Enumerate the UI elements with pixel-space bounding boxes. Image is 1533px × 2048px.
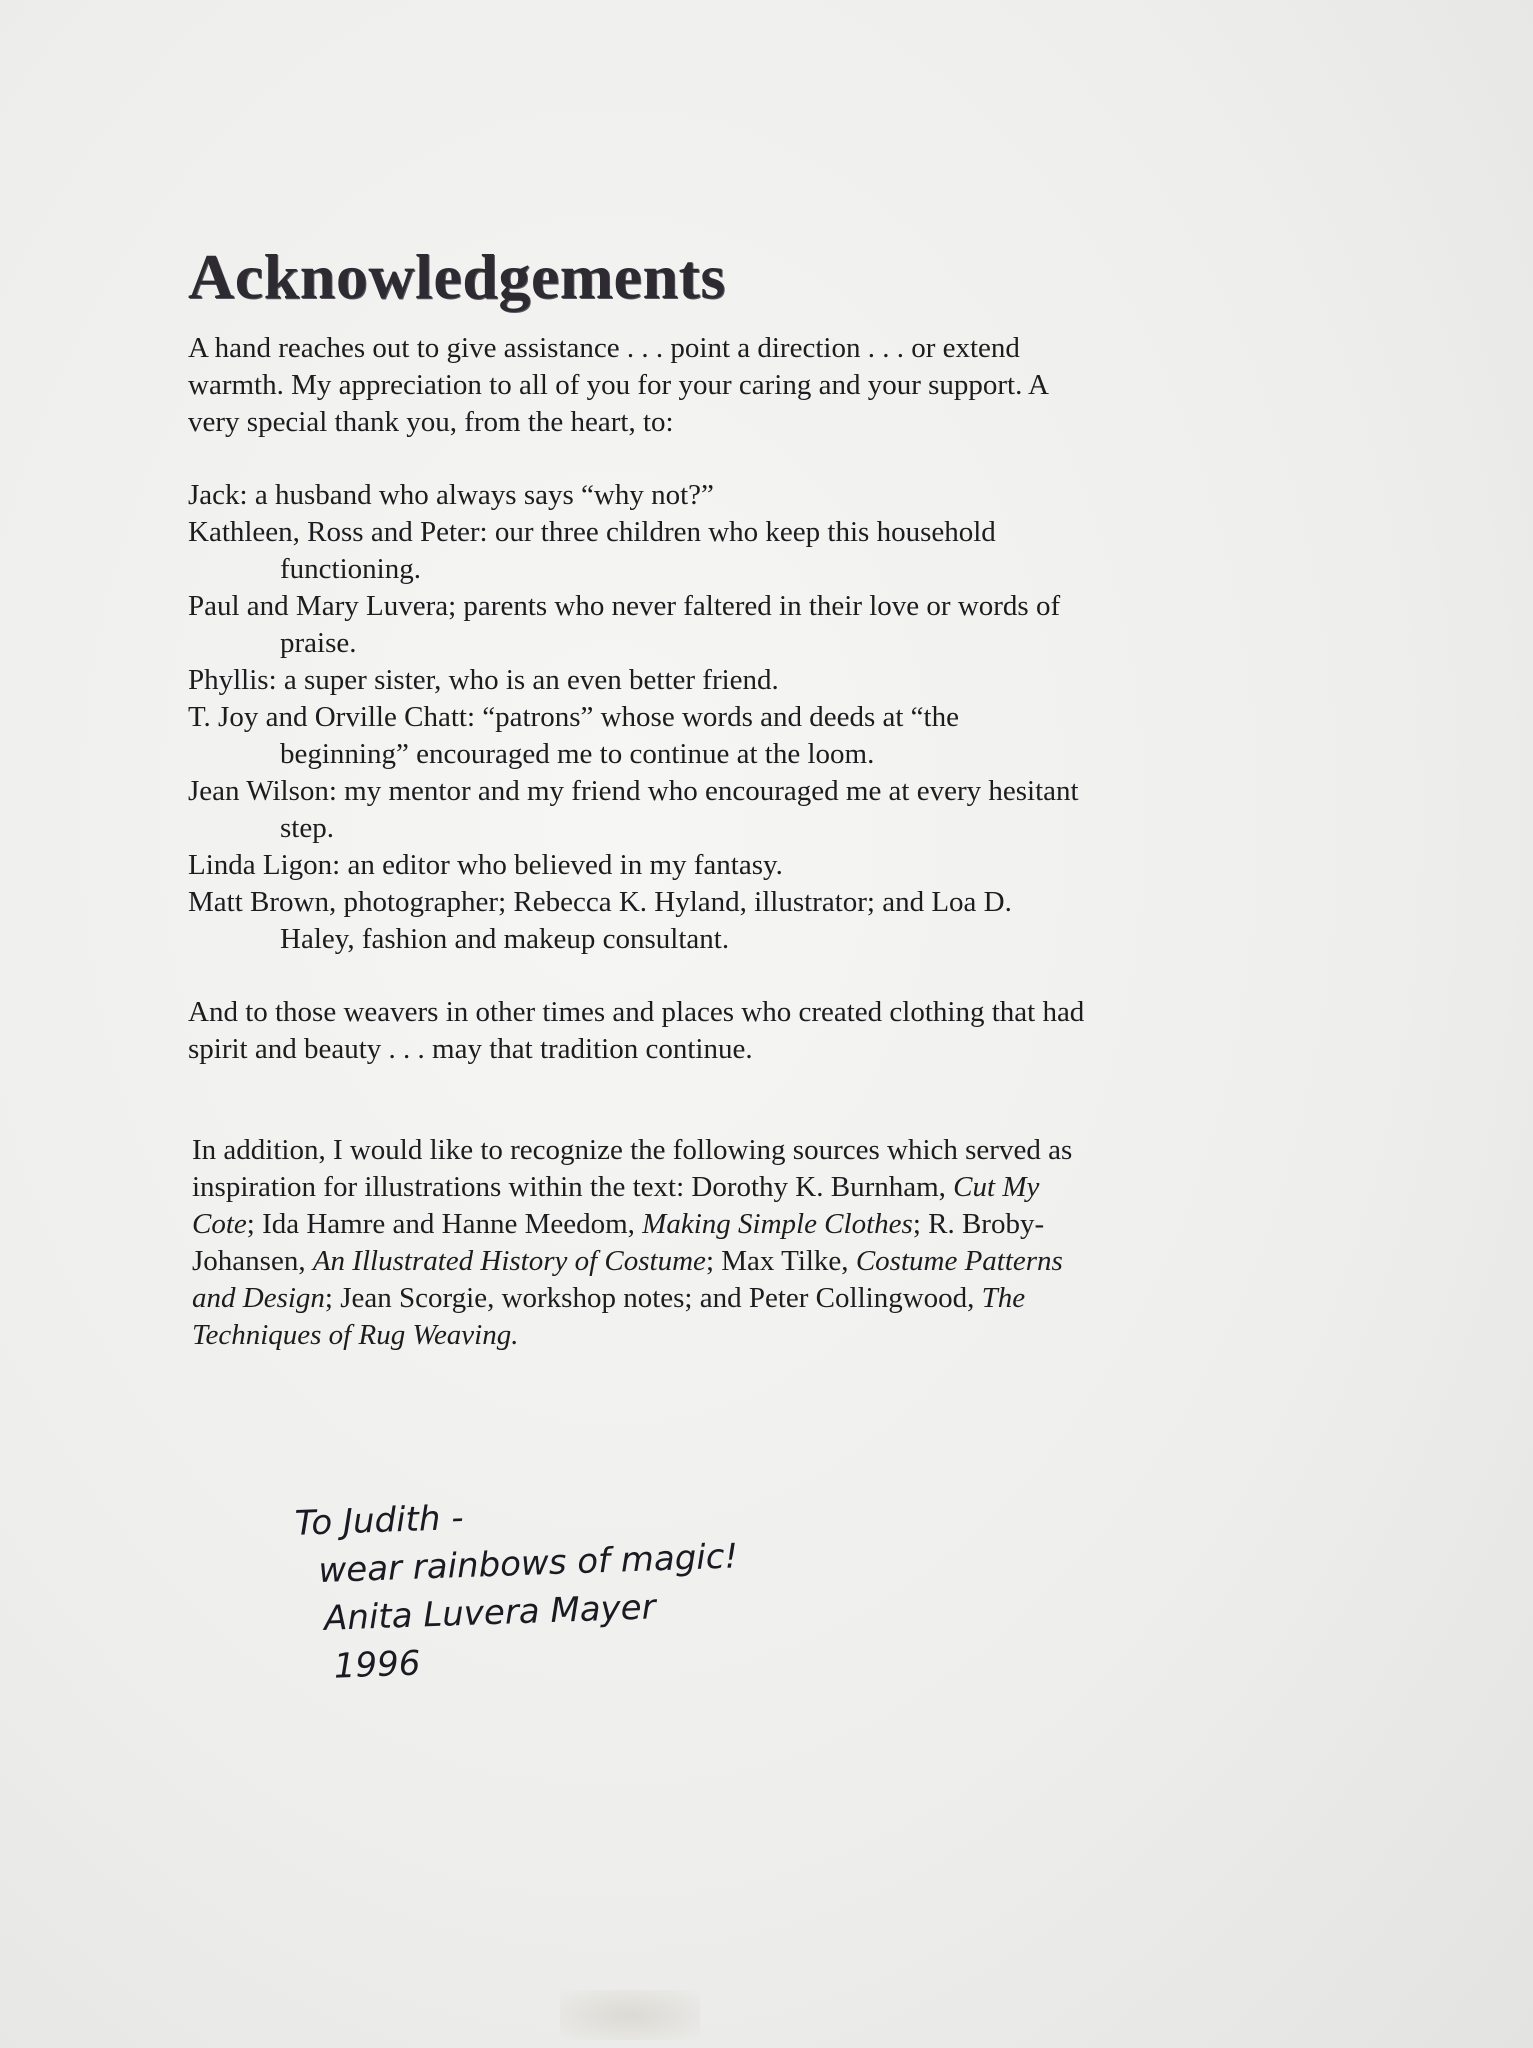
- inscription-line: wear rainbows of magic!: [317, 1536, 739, 1592]
- sources-separator: ; Jean Scorgie, workshop notes; and Peter Collingwood,: [324, 1282, 982, 1314]
- thanks-entry: Matt Brown, photographer; Rebecca K. Hyland, illustrator; and Loa D. Haley, fashion and makeup consultant.: [188, 886, 1012, 955]
- acknowledgements-section: [188, 240, 1088, 1354]
- source-title: The Techniques of Rug Weaving.: [192, 1282, 1026, 1351]
- spacer: [188, 958, 1088, 994]
- thanks-entry: T. Joy and Orville Chatt: “patrons” whose words and deeds at “the beginning” encouraged me to continue at the loom.: [188, 701, 959, 770]
- thanks-entry: Kathleen, Ross and Peter: our three children who keep this household functioning.: [188, 516, 996, 585]
- sources-separator: ; Ida Hamre and Hanne Meedom,: [246, 1208, 643, 1240]
- source-title: Cut My Cote: [192, 1171, 1040, 1240]
- sources-paragraph: [192, 1132, 1088, 1354]
- source-title: Making Simple Clothes: [642, 1208, 913, 1240]
- spacer: [188, 1068, 1088, 1132]
- closing-paragraph: And to those weavers in other times and places who created clothing that had spirit and beauty . . . may that tradition continue.: [188, 996, 1085, 1065]
- paper-stain: [560, 1990, 700, 2040]
- sources-separator: ; Max Tilke,: [705, 1245, 856, 1277]
- inscription-signature: Anita Luvera Mayer: [323, 1587, 657, 1639]
- page-title: Acknowledgements: [188, 241, 726, 312]
- thanks-entry: Phyllis: a super sister, who is an even better friend.: [188, 664, 779, 696]
- inscription-line: To Judith -: [294, 1497, 465, 1544]
- source-title: Costume Patterns and Design: [192, 1245, 1063, 1314]
- thanks-list: [188, 477, 1088, 958]
- thanks-entry: Jack: a husband who always says “why not?”: [188, 479, 714, 511]
- source-title: An Illustrated History of Costume: [312, 1245, 706, 1277]
- intro-paragraph: A hand reaches out to give assistance . . . point a direction . . . or extend warmth. My appreciation to all of you for your caring and your support. A very special thank you, from the heart, to:: [188, 332, 1048, 438]
- inscription-year: 1996: [333, 1643, 422, 1687]
- sources-separator: ; R. Broby-Johansen,: [192, 1208, 1045, 1277]
- handwritten-inscription: [290, 1484, 742, 1691]
- sources-lead: In addition, I would like to recognize the following sources which served as inspiration for illustrations within the text: Dorothy K. Burnham,: [192, 1134, 1073, 1203]
- thanks-entry: Paul and Mary Luvera; parents who never faltered in their love or words of praise.: [188, 590, 1061, 659]
- thanks-entry: Jean Wilson: my mentor and my friend who encouraged me at every hesitant step.: [188, 775, 1079, 844]
- thanks-entry: Linda Ligon: an editor who believed in my fantasy.: [188, 849, 783, 881]
- spacer: [188, 441, 1088, 477]
